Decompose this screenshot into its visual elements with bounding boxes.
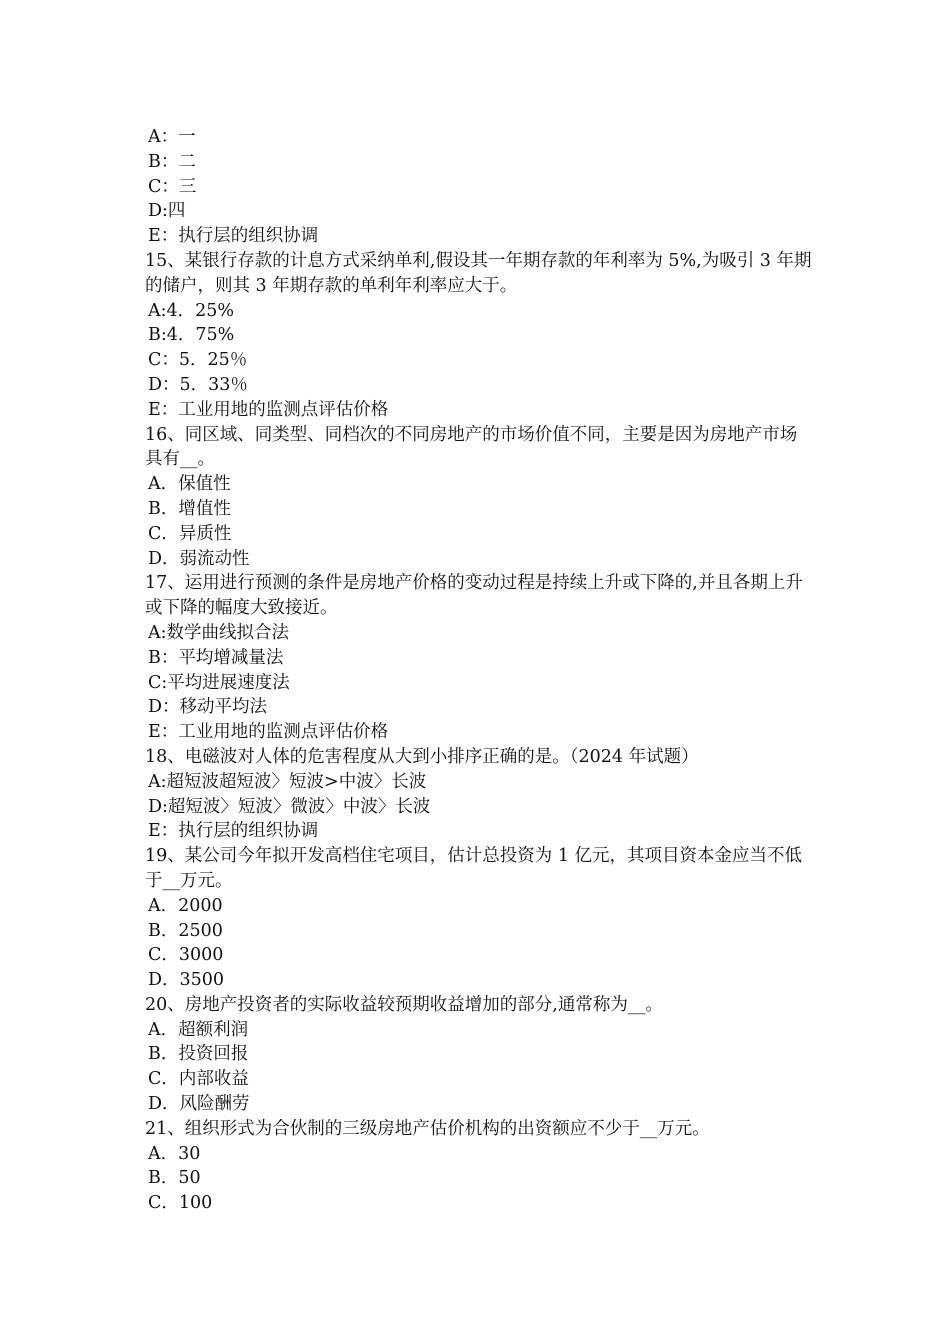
answer-option: C．3000 bbox=[148, 945, 224, 966]
answer-option: D:超短波〉短波〉微波〉中波〉长波 bbox=[148, 796, 431, 817]
answer-option: E：工业用地的监测点评估价格 bbox=[148, 722, 389, 743]
answer-option: B．50 bbox=[148, 1168, 201, 1189]
answer-option: A．保值性 bbox=[148, 474, 231, 495]
answer-option: D．弱流动性 bbox=[148, 548, 250, 569]
answer-option: A．30 bbox=[148, 1143, 201, 1164]
answer-option: A．2000 bbox=[148, 895, 223, 916]
answer-option: C：5．25％ bbox=[148, 350, 248, 371]
answer-option: B：平均增减量法 bbox=[148, 647, 284, 668]
answer-option: B．增值性 bbox=[148, 498, 231, 519]
answer-option: C．异质性 bbox=[148, 523, 232, 544]
question-text: 17、运用进行预测的条件是房地产价格的变动过程是持续上升或下降的,并且各期上升或下降的幅度大致接近。 bbox=[145, 573, 803, 619]
answer-option: A:超短波超短波〉短波>中波〉长波 bbox=[148, 771, 427, 792]
question-text: 21、组织形式为合伙制的三级房地产估价机构的出资额应不少于__万元。 bbox=[145, 1118, 710, 1139]
question-text: 20、房地产投资者的实际收益较预期收益增加的部分,通常称为__。 bbox=[145, 994, 663, 1015]
answer-option: D：5．33％ bbox=[148, 374, 248, 395]
answer-option: D．风险酬劳 bbox=[148, 1094, 250, 1115]
answer-option: D:四 bbox=[148, 201, 186, 222]
answer-option: A:数学曲线拟合法 bbox=[148, 622, 290, 643]
answer-option: B:4．75% bbox=[148, 325, 235, 346]
answer-option: C．内部收益 bbox=[148, 1069, 249, 1090]
answer-option: A:4．25% bbox=[148, 300, 235, 321]
answer-option: C:平均进展速度法 bbox=[148, 672, 290, 693]
answer-option: C．100 bbox=[148, 1193, 213, 1214]
answer-option: A：一 bbox=[148, 127, 196, 147]
answer-option: E：工业用地的监测点评估价格 bbox=[148, 399, 389, 420]
answer-option: E：执行层的组织协调 bbox=[148, 226, 319, 247]
answer-option: C：三 bbox=[148, 176, 197, 197]
answer-option: B：二 bbox=[148, 151, 196, 172]
answer-option: D：移动平均法 bbox=[148, 697, 268, 718]
answer-option: B．2500 bbox=[148, 920, 223, 941]
answer-option: B．投资回报 bbox=[148, 1044, 249, 1065]
answer-option: A．超额利润 bbox=[148, 1019, 249, 1040]
question-text: 15、某银行存款的计息方式采纳单利,假设其一年期存款的年利率为 5%,为吸引 3 年期的储户，则其 3 年期存款的单利年利率应大于。 bbox=[145, 250, 812, 296]
answer-option: D．3500 bbox=[148, 970, 225, 991]
question-list bbox=[145, 125, 813, 1216]
answer-option: E：执行层的组织协调 bbox=[148, 821, 319, 842]
question-text: 18、电磁波对人体的危害程度从大到小排序正确的是。（2024 年试题） bbox=[145, 746, 699, 767]
question-text: 19、某公司今年拟开发高档住宅项目，估计总投资为 1 亿元，其项目资本金应当不低于__万元。 bbox=[145, 846, 803, 891]
question-text: 16、同区域、同类型、同档次的不同房地产的市场价值不同，主要是因为房地产市场具有__。 bbox=[145, 424, 798, 470]
